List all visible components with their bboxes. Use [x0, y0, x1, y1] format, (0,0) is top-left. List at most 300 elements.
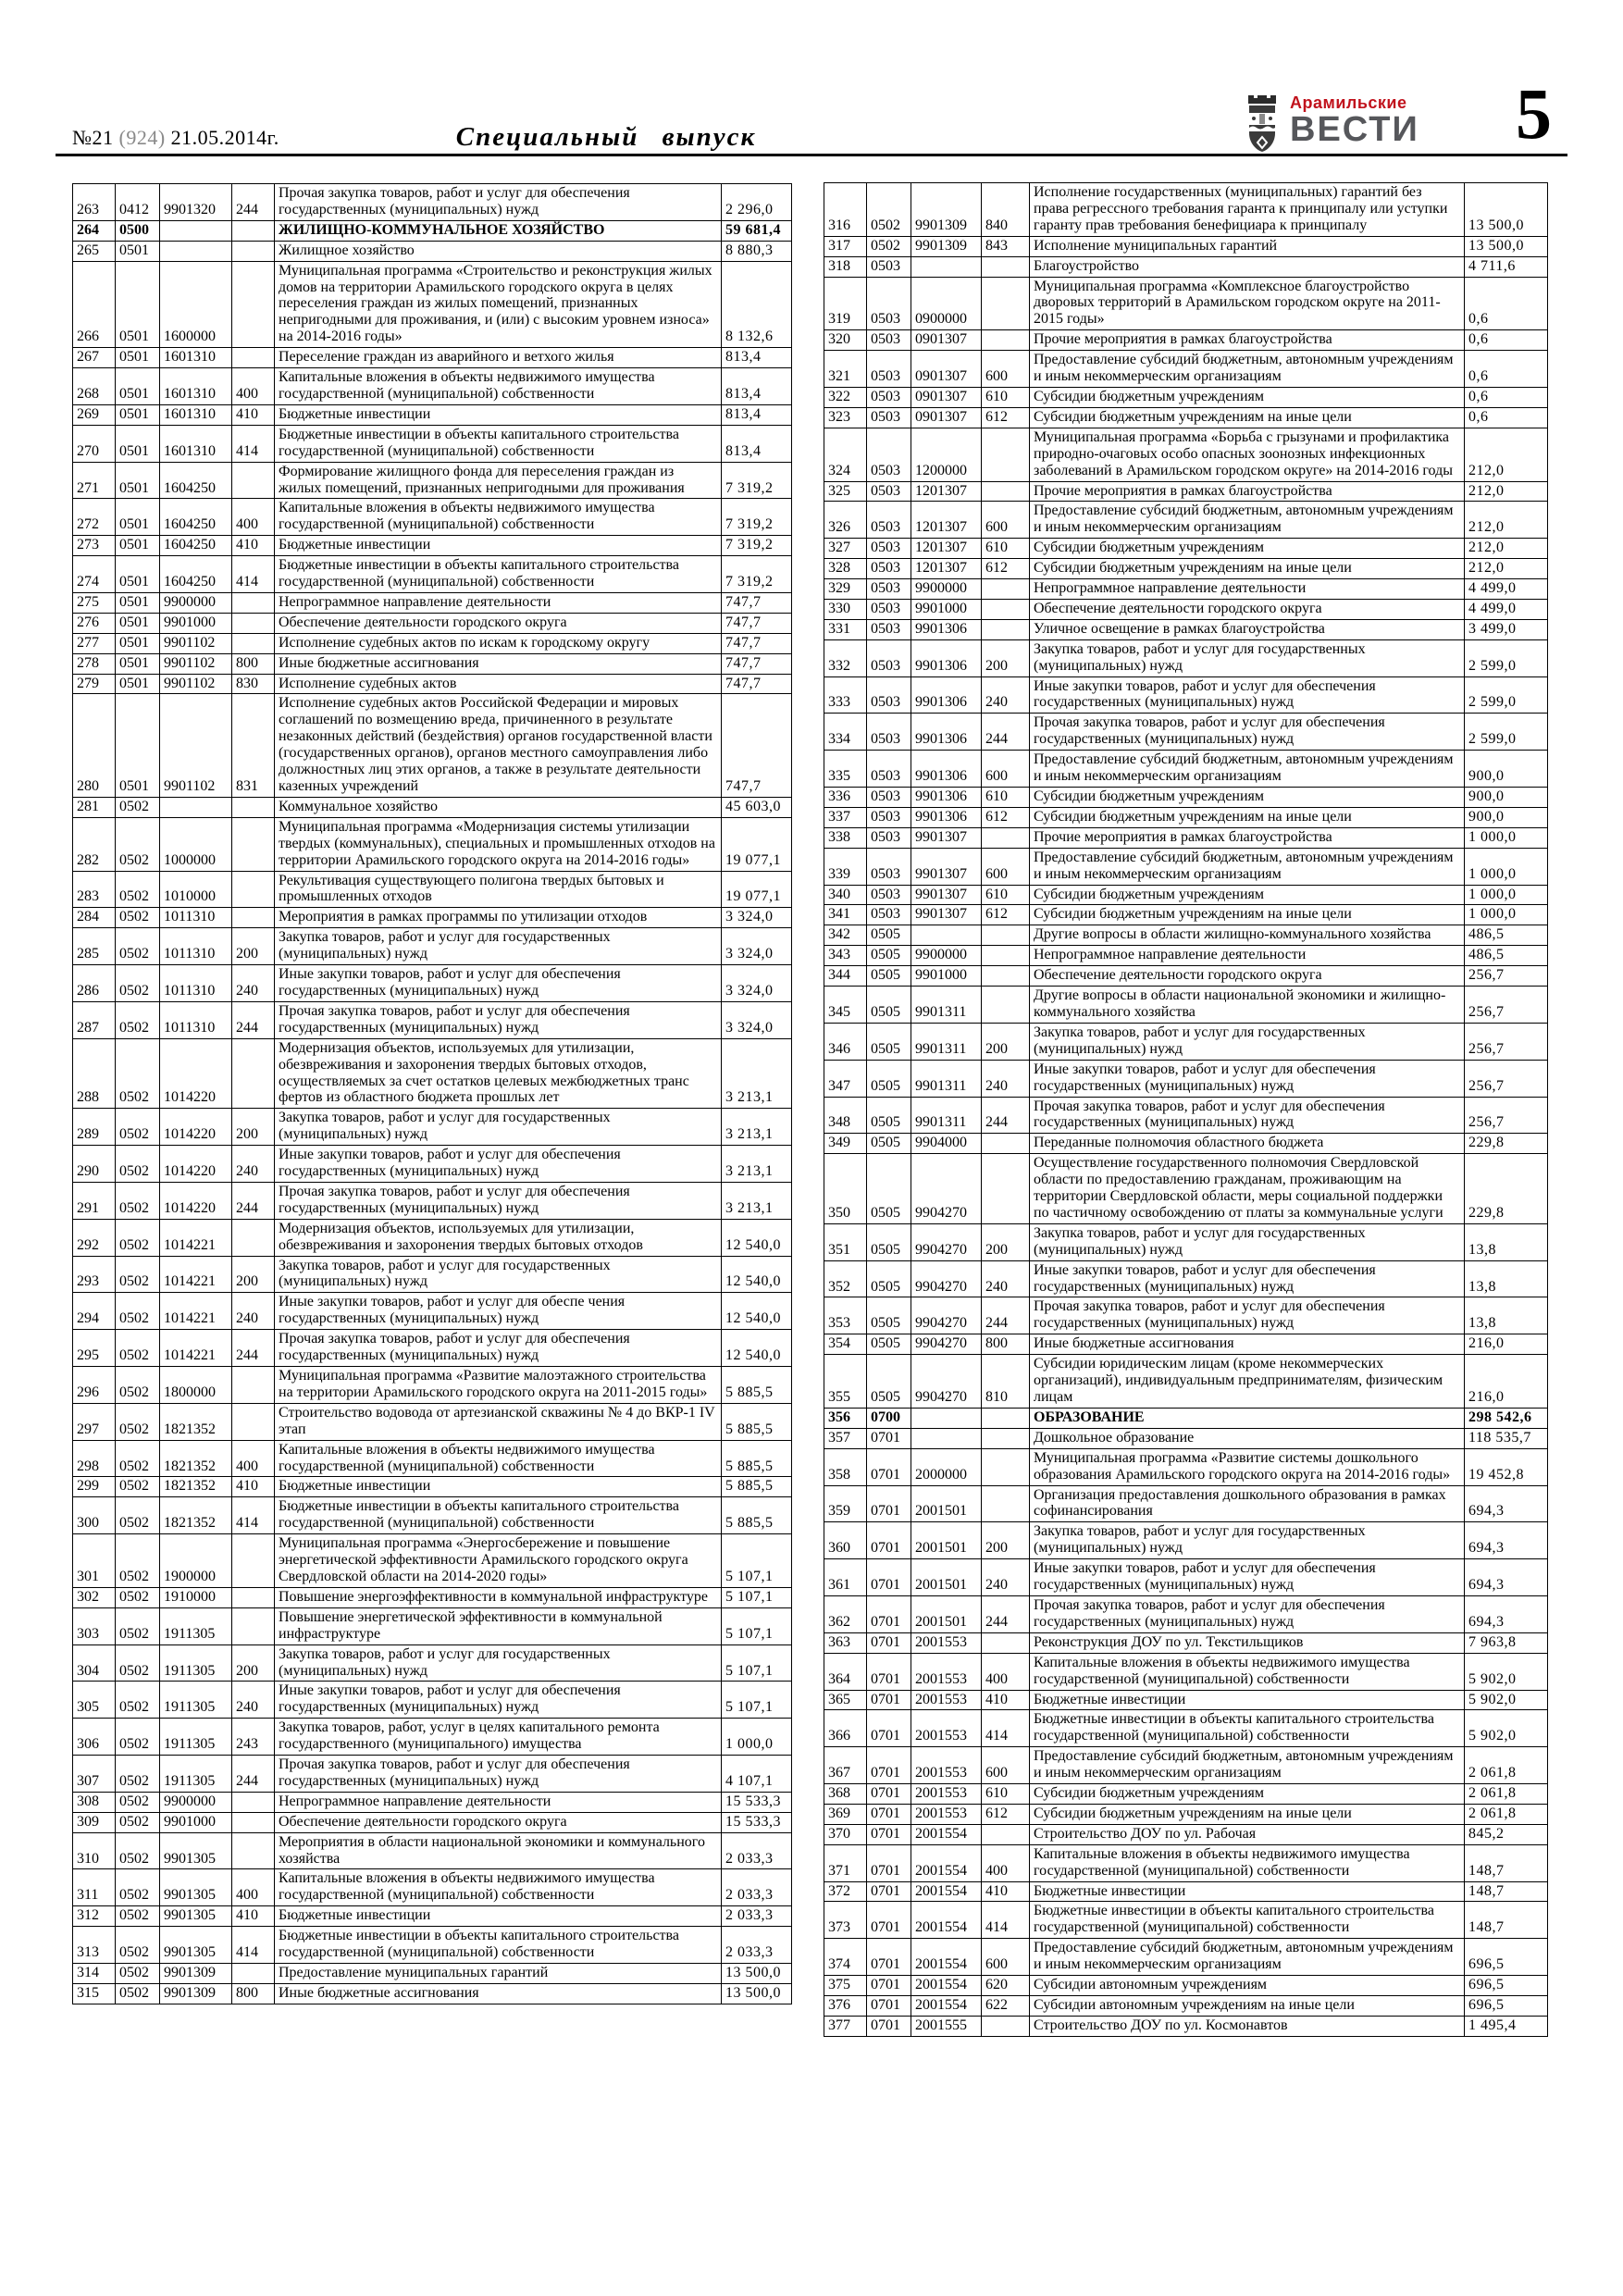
table-row — [73, 368, 792, 405]
cell-description: Модернизация объектов, используемых для утилизации, обезвреживания и захоронения твердых бытовых отходов — [275, 1219, 722, 1256]
cell-row-number: 296 — [73, 1367, 116, 1404]
cell-section-code: 0502 — [116, 1869, 160, 1906]
cell-type-code: 600 — [982, 751, 1030, 788]
cell-target-code: 2001553 — [911, 1632, 982, 1653]
cell-type-code — [232, 1534, 275, 1588]
cell-section-code: 0701 — [867, 2016, 911, 2036]
cell-amount: 486,5 — [1465, 946, 1548, 966]
table-row — [73, 1792, 792, 1812]
table-row — [824, 676, 1548, 714]
cell-type-code — [232, 908, 275, 928]
cell-amount: 19 077,1 — [722, 817, 792, 871]
cell-amount: 8 880,3 — [722, 241, 792, 261]
cell-row-number: 320 — [824, 330, 867, 351]
cell-description: Непрограммное направление деятельности — [275, 1792, 722, 1812]
cell-row-number: 286 — [73, 965, 116, 1002]
cell-amount: 2 599,0 — [1465, 714, 1548, 751]
cell-section-code: 0501 — [116, 241, 160, 261]
table-row — [824, 966, 1548, 987]
cell-target-code: 2001554 — [911, 1939, 982, 1976]
cell-type-code — [982, 481, 1030, 502]
table-row — [73, 1403, 792, 1440]
cell-type-code: 610 — [982, 788, 1030, 808]
cell-type-code: 410 — [232, 1906, 275, 1927]
cell-row-number: 356 — [824, 1408, 867, 1428]
cell-type-code — [982, 966, 1030, 987]
cell-section-code: 0501 — [116, 694, 160, 797]
cell-description: Иные бюджетные ассигнования — [275, 1983, 722, 2004]
cell-amount: 3 213,1 — [722, 1146, 792, 1183]
cell-section-code: 0701 — [867, 1653, 911, 1690]
cell-row-number: 278 — [73, 653, 116, 674]
cell-amount: 2 033,3 — [722, 1927, 792, 1964]
cell-section-code: 0502 — [116, 1256, 160, 1293]
cell-row-number: 263 — [73, 184, 116, 221]
table-row — [824, 1939, 1548, 1976]
cell-amount: 5 902,0 — [1465, 1653, 1548, 1690]
table-row — [824, 1976, 1548, 1996]
cell-amount: 4 499,0 — [1465, 599, 1548, 619]
cell-type-code: 244 — [982, 714, 1030, 751]
table-row — [73, 1477, 792, 1497]
cell-row-number: 352 — [824, 1260, 867, 1297]
cell-row-number: 310 — [73, 1832, 116, 1869]
cell-section-code: 0502 — [116, 1330, 160, 1367]
cell-amount: 1 000,0 — [1465, 905, 1548, 925]
cell-description: Исполнение судебных актов — [275, 674, 722, 694]
cell-description: Реконструкция ДОУ по ул. Текстильщиков — [1030, 1632, 1465, 1653]
cell-description: Предоставление муниципальных гарантий — [275, 1964, 722, 1984]
cell-section-code: 0503 — [867, 387, 911, 407]
cell-amount: 5 885,5 — [722, 1497, 792, 1534]
cell-target-code: 1604250 — [160, 462, 232, 499]
table-row — [824, 407, 1548, 428]
cell-target-code: 1800000 — [160, 1367, 232, 1404]
cell-row-number: 267 — [73, 348, 116, 368]
cell-target-code — [911, 1428, 982, 1448]
table-row — [824, 807, 1548, 827]
cell-description: Субсидии автономным учреждениям на иные цели — [1030, 1996, 1465, 2017]
cell-description: Другие вопросы в области жилищно-коммунального хозяйства — [1030, 925, 1465, 946]
cell-type-code: 400 — [982, 1844, 1030, 1881]
table-row — [73, 1219, 792, 1256]
cell-row-number: 367 — [824, 1747, 867, 1784]
cell-target-code: 1014221 — [160, 1330, 232, 1367]
cell-amount: 0,6 — [1465, 351, 1548, 388]
table-row — [824, 885, 1548, 905]
cell-section-code: 0503 — [867, 559, 911, 579]
cell-description: Модернизация объектов, используемых для утилизации, обезвреживания и захоронения твердых бытовых отходов, осуществляемых за счет остатков целевых межбюджетных транс фертов из областного бюджета прошлых лет — [275, 1038, 722, 1109]
cell-amount: 2 599,0 — [1465, 676, 1548, 714]
cell-amount: 298 542,6 — [1465, 1408, 1548, 1428]
cell-section-code: 0501 — [116, 633, 160, 653]
table-row — [824, 387, 1548, 407]
cell-section-code: 0502 — [116, 1607, 160, 1644]
cell-section-code: 0701 — [867, 1881, 911, 1902]
cell-description: Иные закупки товаров, работ и услуг для обеспечения государственных (муниципальных) нужд — [275, 965, 722, 1002]
cell-section-code: 0502 — [116, 1792, 160, 1812]
cell-row-number: 355 — [824, 1355, 867, 1409]
table-row — [824, 1824, 1548, 1844]
cell-section-code: 0502 — [116, 1367, 160, 1404]
cell-section-code: 0503 — [867, 619, 911, 639]
cell-target-code: 2001554 — [911, 1881, 982, 1902]
cell-amount: 4 499,0 — [1465, 579, 1548, 600]
cell-target-code: 9901102 — [160, 633, 232, 653]
issue-line — [72, 126, 279, 150]
cell-description: Бюджетные инвестиции — [275, 536, 722, 556]
cell-target-code: 9900000 — [911, 579, 982, 600]
cell-description: Бюджетные инвестиции в объекты капитального строительства государственной (муниципальной) собственности — [275, 425, 722, 462]
cell-description: Бюджетные инвестиции — [275, 404, 722, 425]
cell-type-code: 240 — [232, 1146, 275, 1183]
cell-section-code: 0701 — [867, 1844, 911, 1881]
table-row — [824, 1223, 1548, 1260]
cell-row-number: 334 — [824, 714, 867, 751]
budget-table-left — [72, 183, 792, 2004]
cell-target-code: 9904270 — [911, 1355, 982, 1409]
cell-description: Иные закупки товаров, работ и услуг для обеспечения государственных (муниципальных) нужд — [1030, 1260, 1465, 1297]
cell-description: Капитальные вложения в объекты недвижимого имущества государственной (муниципальной) собственности — [275, 1440, 722, 1477]
cell-amount: 5 885,5 — [722, 1367, 792, 1404]
cell-description: Капитальные вложения в объекты недвижимого имущества государственной (муниципальной) собственности — [275, 1869, 722, 1906]
cell-amount: 747,7 — [722, 694, 792, 797]
cell-description: Иные бюджетные ассигнования — [1030, 1334, 1465, 1355]
cell-description: Субсидии бюджетным учреждениям на иные цели — [1030, 559, 1465, 579]
cell-type-code: 400 — [232, 1440, 275, 1477]
table-row — [824, 1428, 1548, 1448]
cell-row-number: 359 — [824, 1485, 867, 1522]
cell-row-number: 373 — [824, 1902, 867, 1939]
cell-amount: 0,6 — [1465, 407, 1548, 428]
cell-type-code — [232, 1038, 275, 1109]
cell-type-code: 600 — [982, 502, 1030, 539]
cell-description: Субсидии бюджетным учреждениям на иные цели — [1030, 1804, 1465, 1824]
cell-amount: 15 533,3 — [722, 1792, 792, 1812]
cell-type-code — [232, 261, 275, 348]
cell-section-code: 0502 — [116, 1219, 160, 1256]
cell-type-code: 800 — [232, 1983, 275, 2004]
cell-section-code: 0701 — [867, 1747, 911, 1784]
cell-description: Муниципальная программа «Строительство и реконструкция жилых домов на территории Арамильского городского округа в целях переселения граждан из жилых помещений, признанных непригодными для проживания, и (или) с высоким уровнем износа» на 2014-2016 годы» — [275, 261, 722, 348]
cell-description: Повышение энергоэффективности в коммунальной инфраструктуре — [275, 1587, 722, 1607]
table-row — [824, 1804, 1548, 1824]
cell-section-code: 0701 — [867, 1902, 911, 1939]
table-row — [73, 694, 792, 797]
cell-description: Прочие мероприятия в рамках благоустройства — [1030, 330, 1465, 351]
cell-description: ЖИЛИЩНО-КОММУНАЛЬНОЕ ХОЗЯЙСТВО — [275, 220, 722, 241]
cell-target-code: 9901305 — [160, 1832, 232, 1869]
table-row — [73, 1983, 792, 2004]
cell-target-code: 1601310 — [160, 368, 232, 405]
cell-section-code: 0502 — [116, 1906, 160, 1927]
cell-row-number: 318 — [824, 256, 867, 277]
cell-type-code — [232, 1587, 275, 1607]
cell-amount: 0,6 — [1465, 330, 1548, 351]
cell-target-code: 2001554 — [911, 1976, 982, 1996]
table-row — [824, 1784, 1548, 1805]
cell-amount: 747,7 — [722, 592, 792, 613]
cell-row-number: 290 — [73, 1146, 116, 1183]
table-row — [73, 1812, 792, 1832]
cell-type-code: 414 — [232, 1927, 275, 1964]
cell-type-code: 843 — [982, 236, 1030, 256]
cell-type-code — [982, 277, 1030, 330]
cell-target-code: 1014220 — [160, 1038, 232, 1109]
cell-type-code — [232, 348, 275, 368]
cell-type-code: 400 — [982, 1653, 1030, 1690]
cell-target-code: 1604250 — [160, 499, 232, 536]
cell-amount: 13,8 — [1465, 1223, 1548, 1260]
budget-table-right — [824, 182, 1548, 2037]
table-row — [73, 1869, 792, 1906]
cell-type-code: 410 — [232, 536, 275, 556]
cell-description: Закупка товаров, работ и услуг для государственных (муниципальных) нужд — [1030, 1522, 1465, 1559]
cell-amount: 900,0 — [1465, 788, 1548, 808]
cell-amount: 2 061,8 — [1465, 1784, 1548, 1805]
cell-section-code: 0701 — [867, 1784, 911, 1805]
cell-section-code: 0701 — [867, 1804, 911, 1824]
cell-amount: 12 540,0 — [722, 1256, 792, 1293]
cell-description: Прочие мероприятия в рамках благоустройства — [1030, 481, 1465, 502]
cell-section-code: 0502 — [116, 1927, 160, 1964]
cell-type-code — [232, 1219, 275, 1256]
cell-target-code: 2001553 — [911, 1804, 982, 1824]
cell-type-code — [982, 827, 1030, 848]
cell-section-code: 0505 — [867, 1023, 911, 1060]
cell-row-number: 326 — [824, 502, 867, 539]
cell-description: Субсидии бюджетным учреждениям — [1030, 788, 1465, 808]
cell-type-code: 622 — [982, 1996, 1030, 2017]
cell-description: Субсидии бюджетным учреждениям — [1030, 885, 1465, 905]
table-row — [824, 1355, 1548, 1409]
logo-text — [1290, 94, 1419, 147]
table-row — [824, 428, 1548, 481]
cell-row-number: 332 — [824, 639, 867, 676]
cell-type-code — [982, 1632, 1030, 1653]
cell-amount: 3 324,0 — [722, 928, 792, 965]
cell-amount: 2 033,3 — [722, 1906, 792, 1927]
cell-type-code: 240 — [232, 965, 275, 1002]
cell-type-code — [232, 797, 275, 817]
cell-section-code: 0502 — [867, 183, 911, 237]
table-row — [824, 1881, 1548, 1902]
cell-amount: 694,3 — [1465, 1559, 1548, 1596]
table-row — [73, 1497, 792, 1534]
cell-target-code: 9904000 — [911, 1134, 982, 1154]
table-row — [73, 536, 792, 556]
cell-row-number: 319 — [824, 277, 867, 330]
cell-description: Иные закупки товаров, работ и услуг для обеспечения государственных (муниципальных) нужд — [275, 1146, 722, 1183]
cell-target-code: 2001553 — [911, 1710, 982, 1747]
cell-row-number: 297 — [73, 1403, 116, 1440]
cell-target-code: 1014221 — [160, 1256, 232, 1293]
cell-row-number: 311 — [73, 1869, 116, 1906]
cell-amount: 13 500,0 — [722, 1983, 792, 2004]
cell-amount: 0,6 — [1465, 387, 1548, 407]
logo-bottom-word: ВЕСТИ — [1290, 110, 1419, 149]
cell-section-code: 0505 — [867, 966, 911, 987]
cell-description: Муниципальная программа «Энергосбережение и повышение энергетической эффективности Арамильского городского округа Свердловской области на 2014-2020 годы» — [275, 1534, 722, 1588]
cell-section-code: 0502 — [116, 1682, 160, 1719]
cell-type-code: 600 — [982, 1939, 1030, 1976]
cell-description: Предоставление субсидий бюджетным, автономным учреждениям и иным некоммерческим организациям — [1030, 1939, 1465, 1976]
table-row — [824, 1260, 1548, 1297]
cell-amount: 8 132,6 — [722, 261, 792, 348]
cell-section-code: 0502 — [116, 928, 160, 965]
cell-amount: 1 000,0 — [722, 1719, 792, 1756]
cell-description: Закупка товаров, работ, услуг в целях капитального ремонта государственного (муниципального) имущества — [275, 1719, 722, 1756]
table-row — [73, 1182, 792, 1219]
cell-section-code: 0502 — [116, 1403, 160, 1440]
cell-row-number: 328 — [824, 559, 867, 579]
table-row — [73, 1607, 792, 1644]
cell-section-code: 0502 — [116, 1001, 160, 1038]
cell-type-code: 244 — [232, 184, 275, 221]
cell-row-number: 316 — [824, 183, 867, 237]
cell-section-code: 0503 — [867, 827, 911, 848]
cell-description: Бюджетные инвестиции — [275, 1906, 722, 1927]
cell-section-code: 0701 — [867, 1690, 911, 1710]
cell-target-code: 9901306 — [911, 714, 982, 751]
cell-type-code — [982, 2016, 1030, 2036]
cell-description: Муниципальная программа «Борьба с грызунами и профилактика природно-очаговых особо опасных зоонозных инфекционных заболеваний в Арамильском городском округе» на 2014-2016 годы — [1030, 428, 1465, 481]
table-row — [824, 1902, 1548, 1939]
cell-section-code: 0505 — [867, 925, 911, 946]
cell-section-code: 0501 — [116, 348, 160, 368]
cell-row-number: 268 — [73, 368, 116, 405]
cell-type-code: 620 — [982, 1976, 1030, 1996]
cell-target-code: 9901309 — [911, 183, 982, 237]
cell-description: Закупка товаров, работ и услуг для государственных (муниципальных) нужд — [1030, 1223, 1465, 1260]
cell-target-code: 9901307 — [911, 885, 982, 905]
cell-amount: 747,7 — [722, 674, 792, 694]
cell-description: Благоустройство — [1030, 256, 1465, 277]
table-row — [73, 348, 792, 368]
cell-target-code: 9901307 — [911, 827, 982, 848]
cell-description: Строительство водовода от артезианской скважины № 4 до ВКР-1 IV этап — [275, 1403, 722, 1440]
cell-row-number: 273 — [73, 536, 116, 556]
cell-section-code: 0501 — [116, 653, 160, 674]
cell-section-code: 0503 — [867, 351, 911, 388]
cell-row-number: 301 — [73, 1534, 116, 1588]
cell-description: Исполнение судебных актов по искам к городскому округу — [275, 633, 722, 653]
table-row — [73, 1832, 792, 1869]
cell-amount: 212,0 — [1465, 428, 1548, 481]
cell-row-number: 346 — [824, 1023, 867, 1060]
cell-row-number: 377 — [824, 2016, 867, 2036]
cell-section-code: 0502 — [116, 1534, 160, 1588]
cell-target-code: 2001554 — [911, 1844, 982, 1881]
table-row — [824, 236, 1548, 256]
cell-section-code: 0503 — [867, 788, 911, 808]
cell-target-code: 9900000 — [160, 1792, 232, 1812]
cell-row-number: 313 — [73, 1927, 116, 1964]
cell-section-code: 0701 — [867, 1485, 911, 1522]
cell-row-number: 324 — [824, 428, 867, 481]
cell-type-code: 400 — [232, 1869, 275, 1906]
cell-target-code: 9901307 — [911, 848, 982, 885]
cell-type-code: 400 — [232, 368, 275, 405]
cell-type-code — [982, 1134, 1030, 1154]
cell-type-code — [982, 256, 1030, 277]
cell-amount: 256,7 — [1465, 966, 1548, 987]
cell-amount: 256,7 — [1465, 987, 1548, 1024]
cell-row-number: 337 — [824, 807, 867, 827]
cell-section-code: 0700 — [867, 1408, 911, 1428]
cell-row-number: 285 — [73, 928, 116, 965]
cell-target-code: 9901000 — [160, 1812, 232, 1832]
cell-target-code: 1014221 — [160, 1293, 232, 1330]
cell-target-code: 2001555 — [911, 2016, 982, 2036]
cell-type-code: 600 — [982, 351, 1030, 388]
cell-amount: 4 107,1 — [722, 1756, 792, 1793]
cell-target-code: 1821352 — [160, 1477, 232, 1497]
cell-type-code — [232, 220, 275, 241]
cell-type-code — [982, 1408, 1030, 1428]
logo-top-word: Арамильские — [1290, 93, 1407, 112]
cell-type-code: 410 — [982, 1881, 1030, 1902]
cell-type-code: 800 — [232, 653, 275, 674]
cell-row-number: 374 — [824, 1939, 867, 1976]
cell-section-code: 0501 — [116, 462, 160, 499]
cell-row-number: 322 — [824, 387, 867, 407]
cell-amount: 1 495,4 — [1465, 2016, 1548, 2036]
table-row — [824, 1097, 1548, 1134]
cell-description: Исполнение государственных (муниципальных) гарантий без права регрессного требования гаранта к принципалу или уступки гаранту прав требования бенефициара к принципалу — [1030, 183, 1465, 237]
cell-row-number: 339 — [824, 848, 867, 885]
cell-type-code: 610 — [982, 1784, 1030, 1805]
cell-description: Предоставление субсидий бюджетным, автономным учреждениям и иным некоммерческим организациям — [1030, 502, 1465, 539]
cell-row-number: 264 — [73, 220, 116, 241]
cell-target-code: 1601310 — [160, 348, 232, 368]
cell-target-code: 9901309 — [160, 1983, 232, 2004]
table-row — [824, 1747, 1548, 1784]
cell-type-code — [232, 241, 275, 261]
cell-target-code: 1911305 — [160, 1607, 232, 1644]
cell-type-code — [982, 987, 1030, 1024]
cell-description: Бюджетные инвестиции в объекты капитального строительства государственной (муниципальной) собственности — [275, 1497, 722, 1534]
cell-amount: 813,4 — [722, 368, 792, 405]
table-row — [824, 1023, 1548, 1060]
cell-row-number: 366 — [824, 1710, 867, 1747]
cell-description: Субсидии автономным учреждениям — [1030, 1976, 1465, 1996]
cell-section-code: 0502 — [867, 236, 911, 256]
table-row — [824, 1996, 1548, 2017]
cell-description: Субсидии бюджетным учреждениям на иные цели — [1030, 905, 1465, 925]
cell-amount: 2 061,8 — [1465, 1747, 1548, 1784]
cell-type-code: 244 — [232, 1182, 275, 1219]
cell-row-number: 271 — [73, 462, 116, 499]
cell-description: Переданные полномочия областного бюджета — [1030, 1134, 1465, 1154]
cell-description: Закупка товаров, работ и услуг для государственных (муниципальных) нужд — [1030, 1023, 1465, 1060]
cell-row-number: 376 — [824, 1996, 867, 2017]
cell-section-code: 0701 — [867, 1976, 911, 1996]
cell-target-code: 1604250 — [160, 556, 232, 593]
cell-description: Бюджетные инвестиции в объекты капитального строительства государственной (муниципальной) собственности — [275, 556, 722, 593]
cell-amount: 4 711,6 — [1465, 256, 1548, 277]
cell-row-number: 349 — [824, 1134, 867, 1154]
cell-row-number: 307 — [73, 1756, 116, 1793]
cell-section-code: 0502 — [116, 1719, 160, 1756]
cell-amount: 216,0 — [1465, 1334, 1548, 1355]
cell-section-code: 0505 — [867, 946, 911, 966]
cell-target-code: 9901306 — [911, 676, 982, 714]
cell-type-code — [232, 1832, 275, 1869]
cell-type-code — [982, 1448, 1030, 1485]
cell-amount: 900,0 — [1465, 807, 1548, 827]
table-row — [73, 592, 792, 613]
